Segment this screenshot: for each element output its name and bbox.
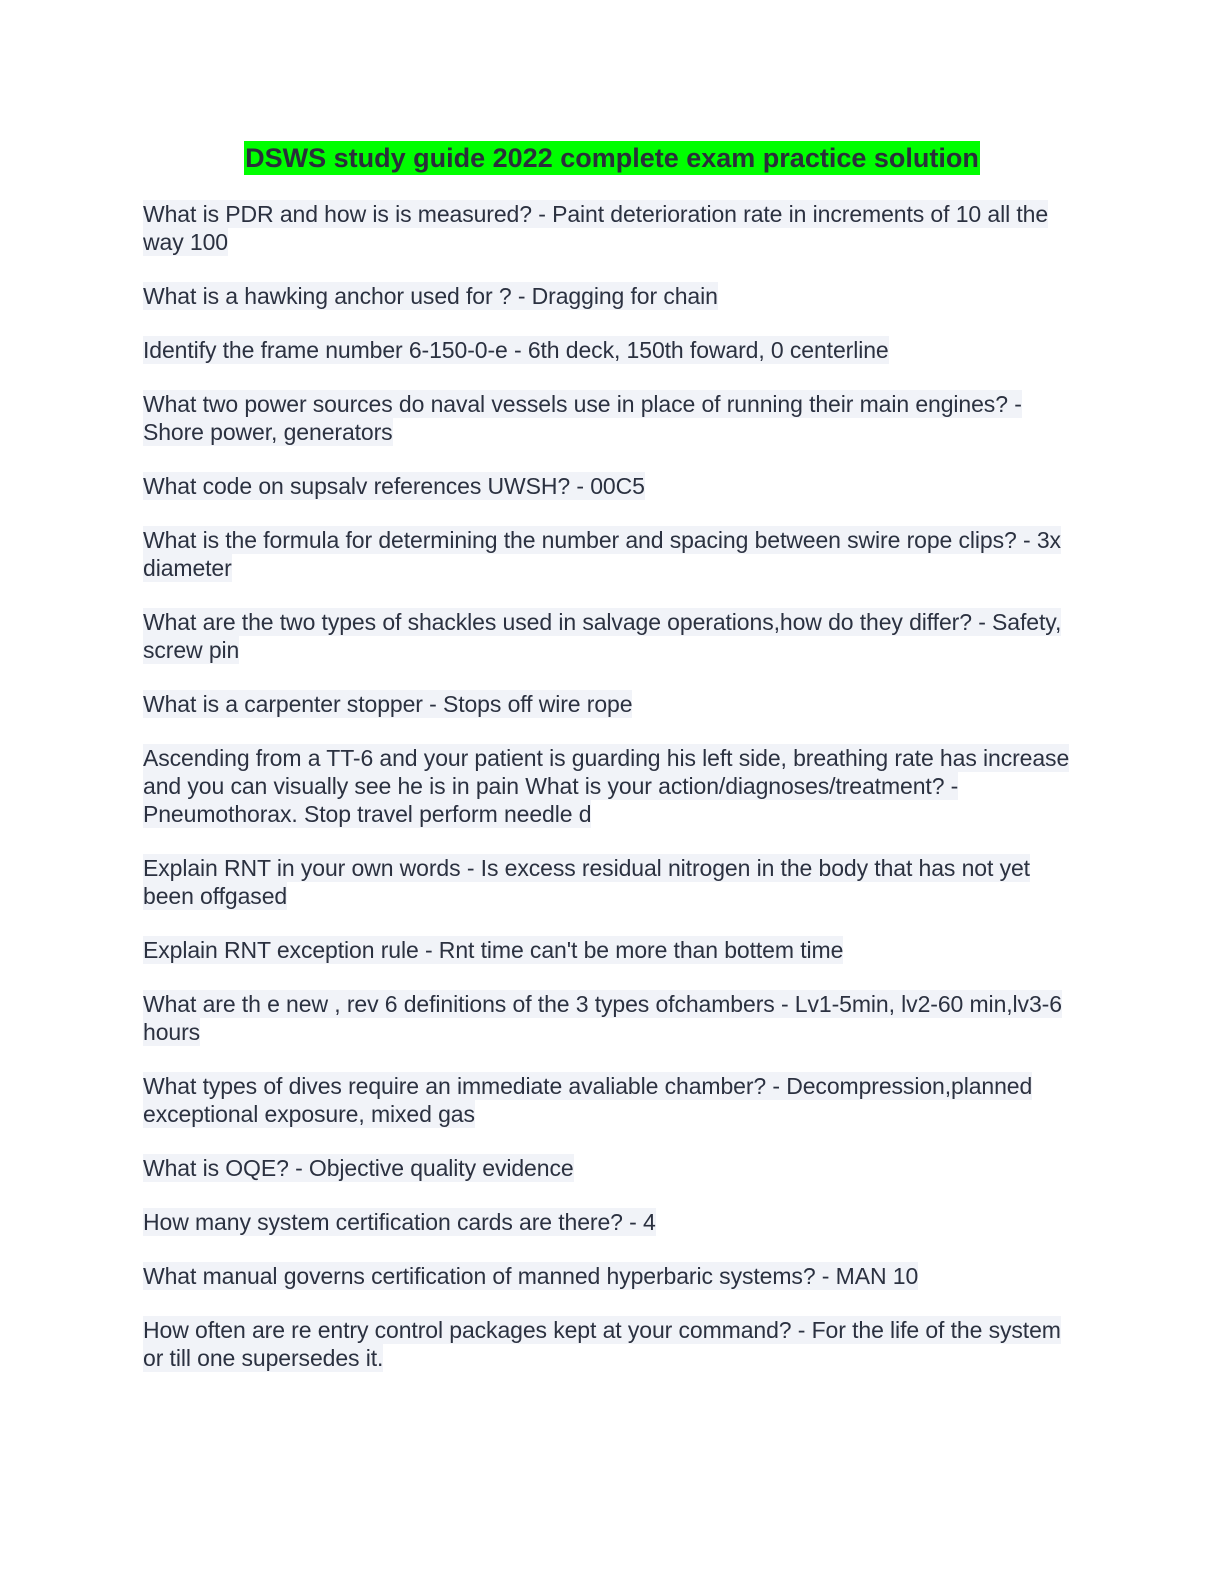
qa-text: What types of dives require an immediate avaliable chamber? - Decompression,planned exceptional exposure, mixed gas <box>143 1073 1033 1127</box>
qa-text: What is the formula for determining the number and spacing between swire rope clips? - 3x diameter <box>143 527 1061 581</box>
qa-text: What manual governs certification of manned hyperbaric systems? - MAN 10 <box>143 1263 919 1289</box>
qa-entry <box>143 744 1083 828</box>
qa-text: What are th e new , rev 6 definitions of the 3 types ofchambers - Lv1-5min, lv2-60 min,lv3-6 hours <box>143 991 1062 1045</box>
qa-entry <box>143 1154 1083 1182</box>
qa-list <box>143 200 1083 1398</box>
qa-entry <box>143 1316 1083 1372</box>
document-title: DSWS study guide 2022 complete exam practice solution <box>245 143 979 173</box>
qa-text: Ascending from a TT-6 and your patient is guarding his left side, breathing rate has increase and you can visually see he is in pain What is your action/diagnoses/treatment? - Pneumothorax. Stop travel perform needle d <box>143 745 1070 827</box>
qa-text: What are the two types of shackles used in salvage operations,how do they differ? - Safety, screw pin <box>143 609 1062 663</box>
qa-entry <box>143 526 1083 582</box>
qa-text: How many system certification cards are there? - 4 <box>143 1209 656 1235</box>
qa-entry <box>143 472 1083 500</box>
qa-text: What is OQE? - Objective quality evidence <box>143 1155 574 1181</box>
qa-text: Explain RNT exception rule - Rnt time can't be more than bottem time <box>143 937 844 963</box>
qa-entry <box>143 390 1083 446</box>
qa-entry <box>143 282 1083 310</box>
qa-entry <box>143 854 1083 910</box>
qa-entry <box>143 1072 1083 1128</box>
qa-entry <box>143 608 1083 664</box>
qa-text: How often are re entry control packages kept at your command? - For the life of the system or till one supersedes it. <box>143 1317 1061 1371</box>
qa-text: What is a hawking anchor used for ? - Dragging for chain <box>143 283 718 309</box>
qa-entry <box>143 336 1083 364</box>
qa-text: What two power sources do naval vessels use in place of running their main engines? - Shore power, generators <box>143 391 1022 445</box>
qa-entry <box>143 990 1083 1046</box>
title-container <box>0 141 1224 175</box>
qa-entry <box>143 690 1083 718</box>
qa-text: What is PDR and how is is measured? - Paint deterioration rate in increments of 10 all the way 100 <box>143 201 1049 255</box>
qa-entry <box>143 200 1083 256</box>
qa-text: What code on supsalv references UWSH? - 00C5 <box>143 473 645 499</box>
qa-text: Identify the frame number 6-150-0-e - 6th deck, 150th foward, 0 centerline <box>143 337 889 363</box>
qa-entry <box>143 1208 1083 1236</box>
qa-text: What is a carpenter stopper - Stops off wire rope <box>143 691 633 717</box>
qa-entry <box>143 1262 1083 1290</box>
qa-text: Explain RNT in your own words - Is excess residual nitrogen in the body that has not yet been offgased <box>143 855 1030 909</box>
qa-entry <box>143 936 1083 964</box>
